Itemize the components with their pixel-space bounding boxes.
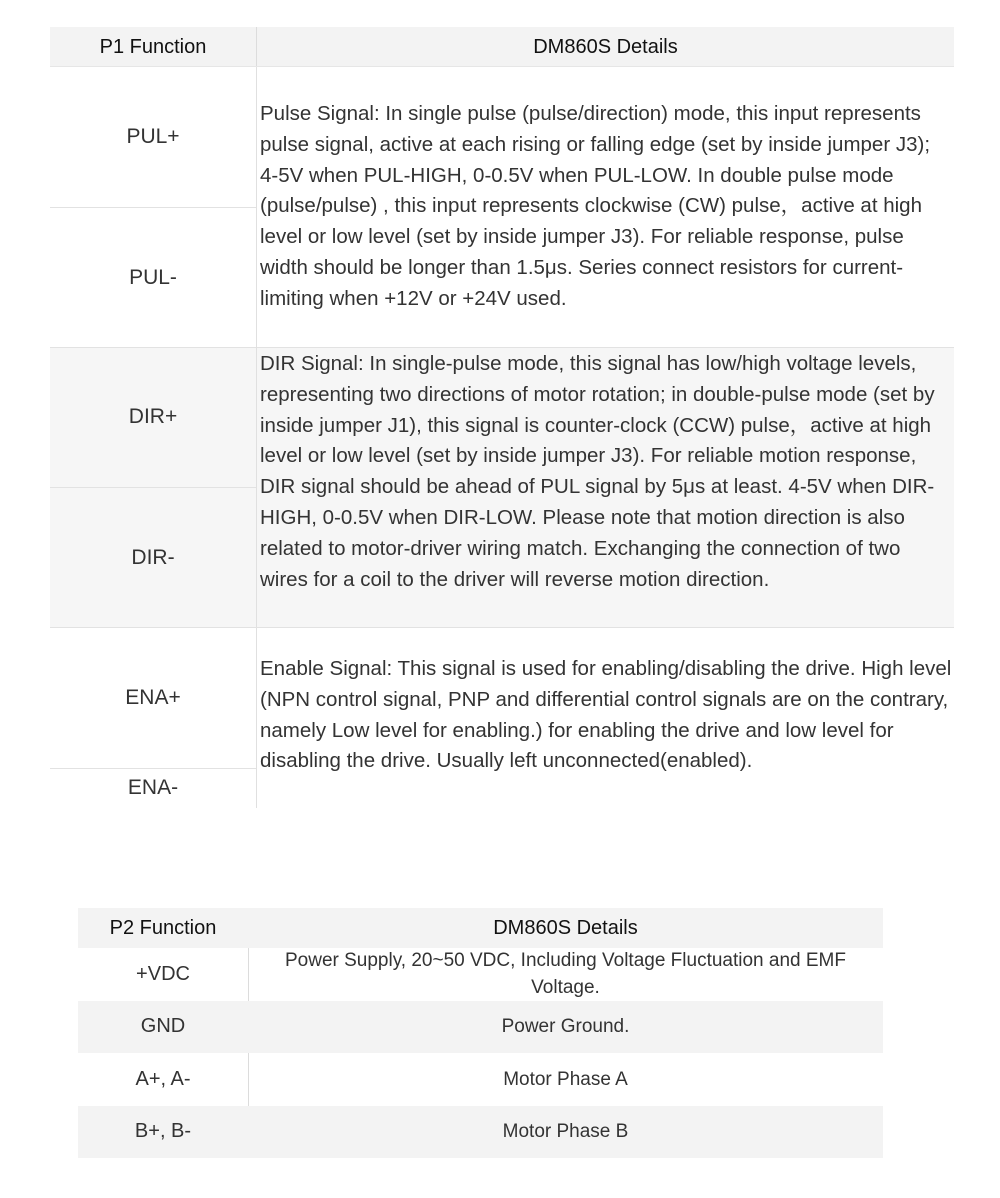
pul-description: Pulse Signal: In single pulse (pulse/direction) mode, this input represents pulse signal, active at each rising or falling edge (set by inside jumper J3); 4-5V when PUL-HIGH, 0-0.5V when PUL-LOW. In double pulse mode (pulse/pulse) , this input represents clockwise (CW) pulse，active at high level or low level (set by inside jumper J3). For reliable response, pulse width should be longer than 1.5μs. Series connect resistors for current-limiting when +12V or +24V used.	[260, 102, 931, 310]
p1-table-header	[50, 27, 954, 67]
p2-table-header	[78, 908, 883, 948]
pin-dir-minus: DIR-	[131, 546, 175, 569]
pin-dir-plus: DIR+	[128, 405, 178, 428]
table-row	[78, 948, 883, 1001]
p2-pin-detail: Power Supply, 20~50 VDC, Including Voltage Fluctuation and EMF Voltage.	[284, 950, 846, 999]
ena-description: Enable Signal: This signal is used for enabling/disabling the drive. High level (NPN control signal, PNP and differential control signals are on the contrary, namely Low level for enabling.) for enabling the drive and low level for disabling the drive. Usually left unconnected(enabled).	[260, 657, 952, 773]
p2-pin-detail: Power Ground.	[501, 1016, 630, 1038]
p2-pin-label: GND	[140, 1015, 186, 1038]
pin-pul-minus: PUL-	[129, 265, 177, 289]
p2-pin-label: A+, A-	[135, 1067, 191, 1090]
ena-group	[50, 628, 954, 808]
p2-pin-label: +VDC	[136, 962, 190, 985]
pin-ena-minus: ENA-	[127, 776, 179, 799]
p2-function-table	[78, 908, 883, 1158]
pin-pul-plus: PUL+	[126, 125, 180, 148]
table-row	[78, 1001, 883, 1054]
p2-header-details: DM860S Details	[493, 916, 638, 939]
p2-pin-label: B+, B-	[134, 1120, 192, 1143]
p2-pin-detail: Motor Phase A	[503, 1068, 628, 1090]
pul-group	[50, 67, 954, 347]
p2-pin-detail: Motor Phase B	[502, 1121, 629, 1143]
column-divider	[256, 67, 257, 347]
p1-header-function: P1 Function	[99, 35, 207, 58]
column-divider	[256, 628, 257, 808]
p1-header-details: DM860S Details	[533, 35, 678, 58]
table-row	[78, 1106, 883, 1159]
p1-function-table	[50, 27, 954, 808]
pin-ena-plus: ENA+	[125, 686, 181, 709]
dir-group	[50, 347, 954, 628]
dir-description: DIR Signal: In single-pulse mode, this signal has low/high voltage levels, representing two directions of motor rotation; in double-pulse mode (set by inside jumper J1), this signal is counter-clock (CCW) pulse，active at high level or low level (set by inside jumper J3). For reliable motion response, DIR signal should be ahead of PUL signal by 5μs at least. 4-5V when DIR-HIGH, 0-0.5V when DIR-LOW. Please note that motion direction is also related to motor-driver wiring match. Exchanging the connection of two wires for a coil to the driver will reverse motion direction.	[260, 352, 935, 591]
table-row	[78, 1053, 883, 1106]
p2-header-function: P2 Function	[109, 916, 217, 939]
column-divider	[256, 347, 257, 628]
